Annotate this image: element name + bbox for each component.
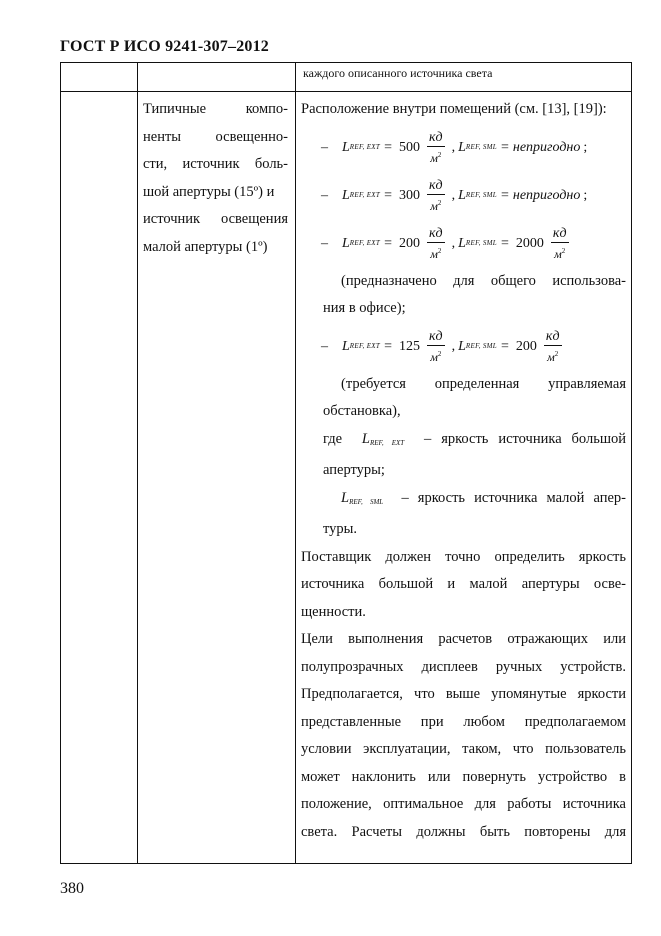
equals-sign: = <box>500 187 509 203</box>
value: 125 <box>398 338 420 354</box>
note-office: ния в офисе); <box>323 300 406 316</box>
definition-text: – яркость источника малой апер- <box>401 489 627 506</box>
value: 2000 <box>515 235 544 251</box>
value: 200 <box>515 338 537 354</box>
note-control: (требуется определенная управляемая <box>341 375 626 392</box>
paragraph-line: положение, оптимальное для работы источника <box>301 796 626 812</box>
unit-numerator: кд <box>545 328 560 344</box>
unit-base: м <box>430 150 438 165</box>
subscript-ext: REF, EXT <box>349 190 381 199</box>
definition-text: – яркость источника большой <box>424 430 627 447</box>
paragraph-line: полупрозрачных дисплеев ручных устройств. <box>301 658 626 675</box>
luminance-symbol: L <box>458 338 466 354</box>
unit-fraction <box>551 225 569 263</box>
unit-base: м <box>547 349 555 364</box>
row-divider <box>61 91 631 92</box>
unit-exponent: 2 <box>554 349 559 358</box>
value: 300 <box>398 187 420 203</box>
definition-ext <box>301 426 626 458</box>
comma: , <box>451 338 456 354</box>
unit-fraction <box>544 328 562 366</box>
unit-exponent: 2 <box>437 198 442 207</box>
semicolon: ; <box>583 187 588 203</box>
column-divider-2 <box>295 63 296 863</box>
unit-numerator: кд <box>552 225 567 241</box>
comma: , <box>451 187 456 203</box>
unit-fraction <box>427 225 445 263</box>
component-line: шой апертуры (15º) и <box>143 183 275 200</box>
paragraph-line: может наклонить или повернуть устройство в <box>301 768 626 785</box>
subscript-ext: REF, EXT <box>349 238 381 247</box>
paragraph-line: Предполагается, что выше упомянутые яркости <box>301 686 626 702</box>
where-word: где <box>323 430 343 447</box>
formula-1 <box>301 124 626 172</box>
unit-fraction <box>427 177 445 215</box>
unit-numerator: кд <box>428 225 443 241</box>
component-line: Типичные компо- <box>143 101 288 117</box>
equals-sign: = <box>384 187 392 203</box>
note-control: обстановка), <box>323 403 401 419</box>
component-line: ненты освещенно- <box>143 128 288 145</box>
comma: , <box>451 139 456 155</box>
equals-sign: = <box>384 139 392 155</box>
value-text: непригодно <box>512 187 581 203</box>
paragraph-line: условии эксплуатации, таком, что пользователь <box>301 741 626 757</box>
note-office: (предназначено для общего использова- <box>341 272 626 289</box>
luminance-symbol: L <box>458 187 466 203</box>
definition-sml <box>301 485 626 517</box>
unit-numerator: кд <box>428 328 443 344</box>
intro-text: Расположение внутри помещений (см. [13], [19]): <box>301 101 607 117</box>
top-row-text: каждого описанного источника света <box>303 66 493 80</box>
formula-3 <box>301 220 626 268</box>
requirement-cell <box>301 96 626 846</box>
requirements-table <box>60 62 632 864</box>
luminance-symbol: L <box>458 235 466 251</box>
paragraph-line: источника большой и малой апертуры осве- <box>301 576 626 592</box>
unit-fraction <box>427 328 445 366</box>
formula-dash: – <box>321 338 328 354</box>
component-line: источник освещения <box>143 211 288 227</box>
unit-base: м <box>430 198 438 213</box>
subscript-sml: REF, SML <box>465 190 497 199</box>
unit-base: м <box>430 349 438 364</box>
paragraph-line: света. Расчеты должны быть повторены для <box>301 823 626 840</box>
subscript-ext: REF, EXT <box>349 341 381 350</box>
paragraph-line: Цели выполнения расчетов отражающих или <box>301 631 626 647</box>
unit-exponent: 2 <box>437 349 442 358</box>
column-divider-1 <box>137 63 138 863</box>
luminance-symbol: L <box>342 139 350 155</box>
luminance-symbol: L <box>342 187 350 203</box>
component-line: сти, источник боль- <box>143 156 288 172</box>
formula-dash: – <box>321 139 328 155</box>
unit-denominator <box>430 243 441 263</box>
component-line: малой апертуры (1º) <box>143 238 268 255</box>
luminance-symbol: L <box>341 489 350 506</box>
unit-denominator <box>547 346 558 366</box>
equals-sign: = <box>500 338 509 354</box>
formula-dash: – <box>321 235 328 251</box>
value: 200 <box>398 235 420 251</box>
paragraph-line: представленные при любом предполагаемом <box>301 713 626 730</box>
formula-4 <box>301 323 626 371</box>
luminance-symbol: L <box>342 338 350 354</box>
unit-fraction <box>427 129 445 167</box>
comma: , <box>451 235 456 251</box>
unit-exponent: 2 <box>437 150 442 159</box>
equals-sign: = <box>500 235 509 251</box>
luminance-symbol: L <box>458 139 466 155</box>
unit-denominator <box>430 346 441 366</box>
unit-base: м <box>554 246 562 261</box>
value: 500 <box>398 139 420 155</box>
unit-denominator <box>554 243 565 263</box>
semicolon: ; <box>583 139 588 155</box>
subscript-ext: REF, EXT <box>369 438 405 447</box>
subscript-ext: REF, EXT <box>349 142 381 151</box>
unit-exponent: 2 <box>437 246 442 255</box>
paragraph-line: щенности. <box>301 603 366 620</box>
unit-denominator <box>430 147 441 167</box>
subscript-sml: REF, SML <box>465 238 497 247</box>
subscript-sml: REF, SML <box>465 341 497 350</box>
luminance-symbol: L <box>361 430 370 447</box>
formula-dash: – <box>321 187 328 203</box>
equals-sign: = <box>384 338 392 354</box>
definition-ext-cont: апертуры; <box>323 462 385 478</box>
equals-sign: = <box>500 139 509 155</box>
value-text: непригодно <box>512 139 581 155</box>
page-number: 380 <box>60 880 84 897</box>
subscript-sml: REF, SML <box>465 142 497 151</box>
unit-denominator <box>430 195 441 215</box>
unit-exponent: 2 <box>561 246 566 255</box>
equals-sign: = <box>384 235 392 251</box>
unit-numerator: кд <box>428 129 443 145</box>
component-cell <box>143 96 288 261</box>
luminance-symbol: L <box>342 235 350 251</box>
subscript-sml: REF, SML <box>349 497 384 506</box>
unit-numerator: кд <box>428 177 443 193</box>
definition-sml-cont: туры. <box>323 521 358 537</box>
document-header: ГОСТ Р ИСО 9241-307–2012 <box>60 38 269 55</box>
unit-base: м <box>430 246 438 261</box>
paragraph-line: Поставщик должен точно определить яркость <box>301 548 626 565</box>
formula-2 <box>301 172 626 220</box>
